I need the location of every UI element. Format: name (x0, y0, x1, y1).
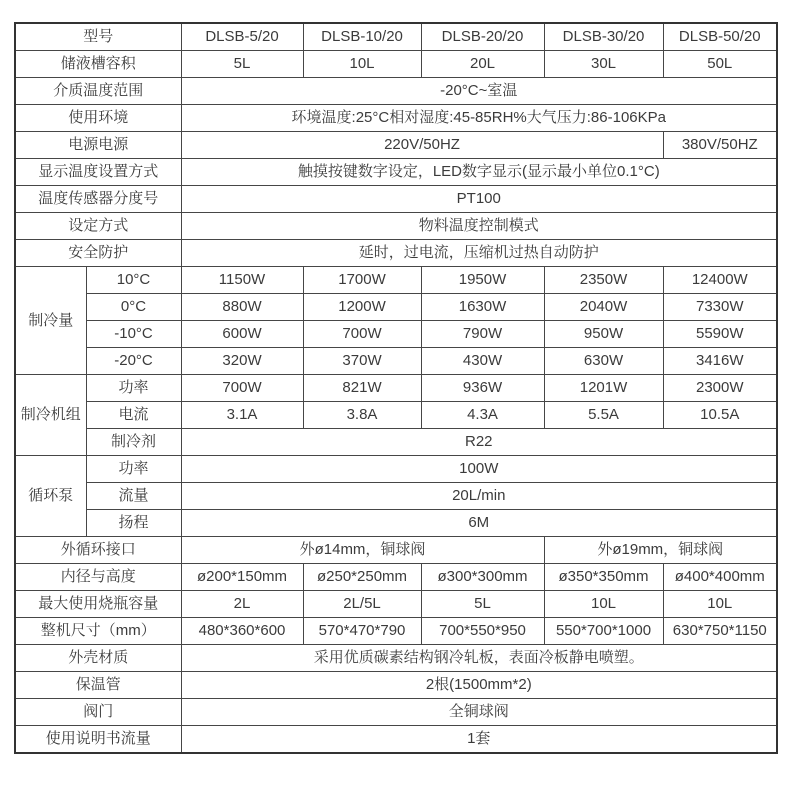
cooling-minus20c-value-3: 630W (544, 348, 663, 375)
tank-volume-label: 储液槽容积 (15, 51, 181, 78)
row-valve (15, 699, 777, 726)
cooling-10c-value-3: 2350W (544, 267, 663, 294)
pump-lift-value: 6M (181, 510, 777, 537)
row-cooling-0c (15, 294, 777, 321)
medium-temp-range-label: 介质温度范围 (15, 78, 181, 105)
row-temp-sensor (15, 186, 777, 213)
pump-lift-label: 扬程 (86, 510, 181, 537)
insulation-tube-label: 保温管 (15, 672, 181, 699)
pump-flow-label: 流量 (86, 483, 181, 510)
display-setting-label: 显示温度设置方式 (15, 159, 181, 186)
operating-env-label: 使用环境 (15, 105, 181, 132)
model-value-4: DLSB-50/20 (663, 23, 777, 51)
cooling-0c-value-2: 1630W (421, 294, 544, 321)
setting-mode-value: 物料温度控制模式 (181, 213, 777, 240)
row-setting-mode (15, 213, 777, 240)
row-max-flask-capacity (15, 591, 777, 618)
pump-power-label: 功率 (86, 456, 181, 483)
power-supply-last-value: 380V/50HZ (663, 132, 777, 159)
row-tank-volume (15, 51, 777, 78)
cooling-10c-value-2: 1950W (421, 267, 544, 294)
circulation-pump-group-label: 循环泵 (15, 456, 86, 537)
medium-temp-range-value: -20°C~室温 (181, 78, 777, 105)
model-value-0: DLSB-5/20 (181, 23, 303, 51)
cooling-0c-label: 0°C (86, 294, 181, 321)
shell-material-value: 采用优质碳素结构钢冷轧板，表面冷板静电喷塑。 (181, 645, 777, 672)
external-circulation-port-right-value: 外ø19mm，铜球阀 (544, 537, 777, 564)
row-operating-env (15, 105, 777, 132)
inner-diameter-height-value-4: ø400*400mm (663, 564, 777, 591)
power-supply-label: 电源电源 (15, 132, 181, 159)
refrig-current-value-2: 4.3A (421, 402, 544, 429)
row-medium-temp-range (15, 78, 777, 105)
tank-volume-value-3: 30L (544, 51, 663, 78)
refrig-power-value-3: 1201W (544, 375, 663, 402)
overall-dimensions-value-2: 700*550*950 (421, 618, 544, 645)
overall-dimensions-value-3: 550*700*1000 (544, 618, 663, 645)
cooling-minus10c-value-2: 790W (421, 321, 544, 348)
cooling-minus20c-value-0: 320W (181, 348, 303, 375)
valve-value: 全铜球阀 (181, 699, 777, 726)
row-shell-material (15, 645, 777, 672)
refrig-current-value-1: 3.8A (303, 402, 421, 429)
row-cooling-minus20c (15, 348, 777, 375)
refrig-current-value-3: 5.5A (544, 402, 663, 429)
tank-volume-value-0: 5L (181, 51, 303, 78)
model-label: 型号 (15, 23, 181, 51)
row-manual (15, 726, 777, 754)
cooling-0c-value-1: 1200W (303, 294, 421, 321)
cooling-0c-value-0: 880W (181, 294, 303, 321)
manual-label: 使用说明书流量 (15, 726, 181, 754)
temp-sensor-value: PT100 (181, 186, 777, 213)
row-safety (15, 240, 777, 267)
max-flask-capacity-value-3: 10L (544, 591, 663, 618)
display-setting-value: 触摸按键数字设定，LED数字显示(显示最小单位0.1°C) (181, 159, 777, 186)
cooling-0c-value-3: 2040W (544, 294, 663, 321)
tank-volume-value-2: 20L (421, 51, 544, 78)
overall-dimensions-value-4: 630*750*1150 (663, 618, 777, 645)
cooling-minus10c-label: -10°C (86, 321, 181, 348)
refrigerant-label: 制冷剂 (86, 429, 181, 456)
inner-diameter-height-label: 内径与高度 (15, 564, 181, 591)
row-refrig-power (15, 375, 777, 402)
refrig-power-value-0: 700W (181, 375, 303, 402)
refrig-power-value-1: 821W (303, 375, 421, 402)
row-overall-dimensions (15, 618, 777, 645)
refrigeration-unit-group-label: 制冷机组 (15, 375, 86, 456)
cooling-capacity-group-label: 制冷量 (15, 267, 86, 375)
pump-flow-value: 20L/min (181, 483, 777, 510)
row-cooling-10c (15, 267, 777, 294)
overall-dimensions-value-1: 570*470*790 (303, 618, 421, 645)
refrig-power-value-2: 936W (421, 375, 544, 402)
safety-label: 安全防护 (15, 240, 181, 267)
setting-mode-label: 设定方式 (15, 213, 181, 240)
row-power-supply (15, 132, 777, 159)
row-pump-lift (15, 510, 777, 537)
cooling-10c-value-1: 1700W (303, 267, 421, 294)
manual-value: 1套 (181, 726, 777, 754)
tank-volume-value-4: 50L (663, 51, 777, 78)
cooling-minus20c-value-1: 370W (303, 348, 421, 375)
model-value-3: DLSB-30/20 (544, 23, 663, 51)
external-circulation-port-left-value: 外ø14mm，铜球阀 (181, 537, 544, 564)
refrig-power-value-4: 2300W (663, 375, 777, 402)
row-pump-power (15, 456, 777, 483)
model-value-1: DLSB-10/20 (303, 23, 421, 51)
refrig-current-value-4: 10.5A (663, 402, 777, 429)
pump-power-value: 100W (181, 456, 777, 483)
cooling-10c-value-0: 1150W (181, 267, 303, 294)
refrig-power-label: 功率 (86, 375, 181, 402)
max-flask-capacity-label: 最大使用烧瓶容量 (15, 591, 181, 618)
cooling-minus10c-value-4: 5590W (663, 321, 777, 348)
max-flask-capacity-value-1: 2L/5L (303, 591, 421, 618)
inner-diameter-height-value-1: ø250*250mm (303, 564, 421, 591)
overall-dimensions-label: 整机尺寸（mm） (15, 618, 181, 645)
cooling-minus20c-value-2: 430W (421, 348, 544, 375)
cooling-minus20c-label: -20°C (86, 348, 181, 375)
power-supply-main-value: 220V/50HZ (181, 132, 663, 159)
spec-table (14, 22, 778, 754)
row-refrig-current (15, 402, 777, 429)
temp-sensor-label: 温度传感器分度号 (15, 186, 181, 213)
row-pump-flow (15, 483, 777, 510)
cooling-0c-value-4: 7330W (663, 294, 777, 321)
inner-diameter-height-value-0: ø200*150mm (181, 564, 303, 591)
cooling-10c-label: 10°C (86, 267, 181, 294)
cooling-10c-value-4: 12400W (663, 267, 777, 294)
cooling-minus10c-value-1: 700W (303, 321, 421, 348)
row-insulation-tube (15, 672, 777, 699)
model-value-2: DLSB-20/20 (421, 23, 544, 51)
max-flask-capacity-value-0: 2L (181, 591, 303, 618)
row-inner-diameter-height (15, 564, 777, 591)
tank-volume-value-1: 10L (303, 51, 421, 78)
max-flask-capacity-value-4: 10L (663, 591, 777, 618)
valve-label: 阀门 (15, 699, 181, 726)
row-model (15, 23, 777, 51)
insulation-tube-value: 2根(1500mm*2) (181, 672, 777, 699)
row-display-setting (15, 159, 777, 186)
overall-dimensions-value-0: 480*360*600 (181, 618, 303, 645)
inner-diameter-height-value-3: ø350*350mm (544, 564, 663, 591)
refrig-current-value-0: 3.1A (181, 402, 303, 429)
cooling-minus10c-value-0: 600W (181, 321, 303, 348)
row-external-circulation-port (15, 537, 777, 564)
safety-value: 延时，过电流，压缩机过热自动防护 (181, 240, 777, 267)
operating-env-value: 环境温度:25°C相对湿度:45-85RH%大气压力:86-106KPa (181, 105, 777, 132)
refrig-current-label: 电流 (86, 402, 181, 429)
row-cooling-minus10c (15, 321, 777, 348)
cooling-minus20c-value-4: 3416W (663, 348, 777, 375)
inner-diameter-height-value-2: ø300*300mm (421, 564, 544, 591)
max-flask-capacity-value-2: 5L (421, 591, 544, 618)
external-circulation-port-label: 外循环接口 (15, 537, 181, 564)
row-refrigerant (15, 429, 777, 456)
cooling-minus10c-value-3: 950W (544, 321, 663, 348)
shell-material-label: 外壳材质 (15, 645, 181, 672)
refrigerant-value: R22 (181, 429, 777, 456)
